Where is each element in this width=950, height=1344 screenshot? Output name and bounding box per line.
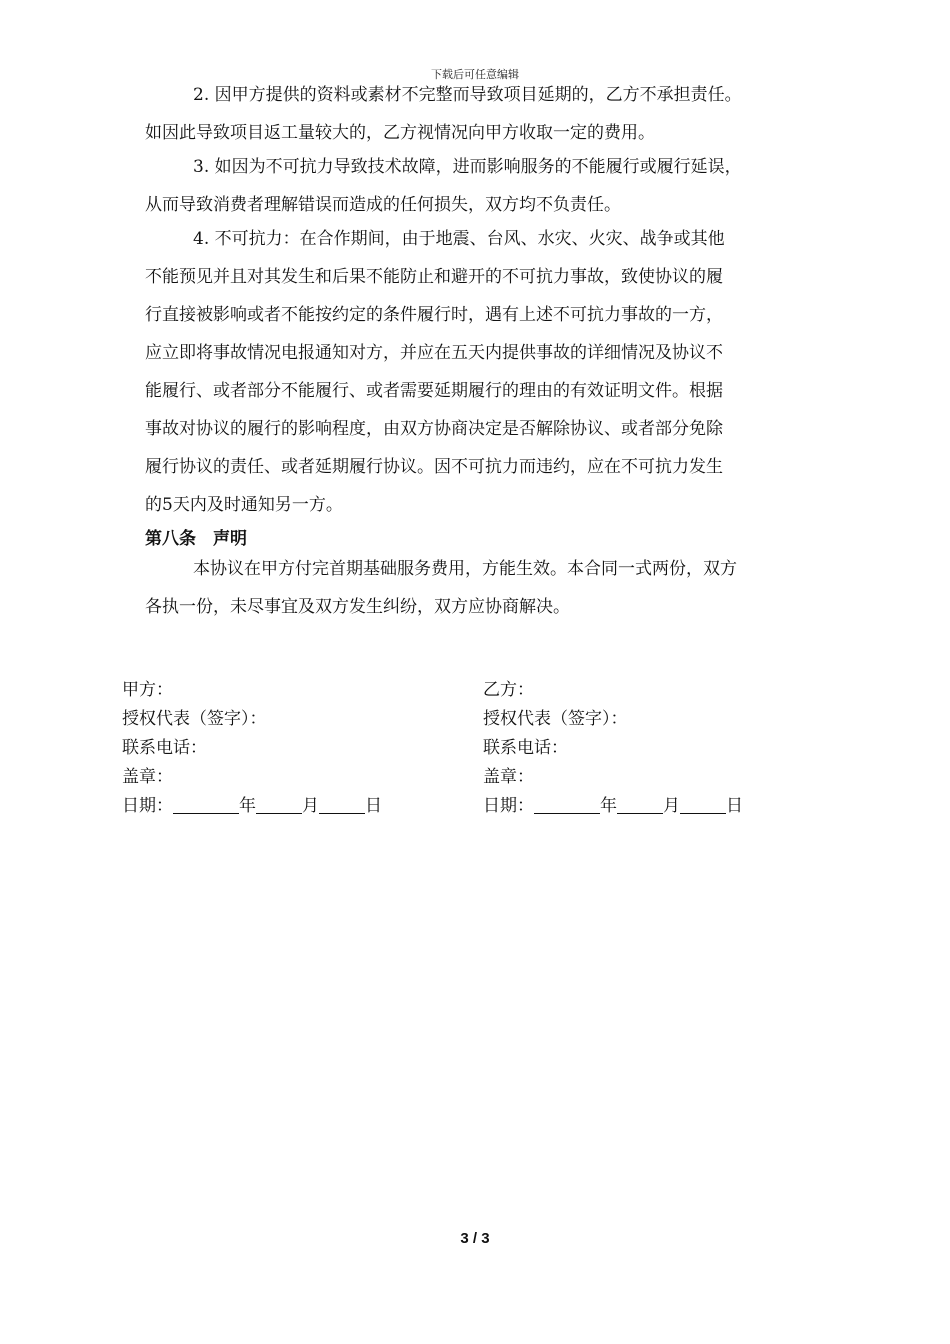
party-b-rep-label: 授权代表（签字）： [483, 709, 628, 729]
section-8-line: 各执一份，未尽事宜及双方发生纠纷，双方应协商解决。 [145, 597, 570, 617]
clause-2 [145, 76, 825, 152]
clause-line: 从而导致消费者理解错误而造成的任何损失，双方均不负责任。 [145, 195, 621, 215]
month-label: 月 [663, 796, 680, 816]
party-a-seal-label: 盖章： [122, 767, 173, 787]
month-label: 月 [302, 796, 319, 816]
header-note: 下载后可任意编辑 [431, 68, 519, 81]
clause-line: 2. 因甲方提供的资料或素材不完整而导致项目延期的，乙方不承担责任。 [193, 85, 742, 105]
party-a-date-line [122, 792, 382, 821]
clause-line: 事故对协议的履行的影响程度，由双方协商决定是否解除协议、或者部分免除 [145, 419, 723, 439]
clause-line: 不能预见并且对其发生和后果不能防止和避开的不可抗力事故，致使协议的履 [145, 267, 723, 287]
year-blank[interactable] [534, 795, 600, 814]
section-8-heading: 第八条 声明 [145, 529, 247, 549]
clause-3 [145, 148, 825, 224]
clause-line: 应立即将事故情况电报通知对方，并应在五天内提供事故的详细情况及协议不 [145, 343, 723, 363]
clause-4 [145, 220, 825, 524]
party-b-seal-label: 盖章： [483, 767, 534, 787]
clause-line: 的5天内及时通知另一方。 [145, 495, 343, 515]
party-b-signature-block [483, 676, 743, 821]
clause-line: 4. 不可抗力：在合作期间，由于地震、台风、水灾、火灾、战争或其他 [193, 229, 725, 249]
party-b-label: 乙方： [483, 680, 534, 700]
party-b-phone-label: 联系电话： [483, 738, 568, 758]
section-8-line: 本协议在甲方付完首期基础服务费用，方能生效。本合同一式两份，双方 [193, 559, 737, 579]
clause-line: 行直接被影响或者不能按约定的条件履行时，遇有上述不可抗力事故的一方， [145, 305, 723, 325]
party-a-label: 甲方： [122, 680, 173, 700]
section-8-body [145, 550, 825, 626]
party-a-rep-label: 授权代表（签字）： [122, 709, 267, 729]
date-label: 日期： [122, 796, 173, 816]
year-label: 年 [239, 796, 256, 816]
clause-line: 履行协议的责任、或者延期履行协议。因不可抗力而违约，应在不可抗力发生 [145, 457, 723, 477]
day-blank[interactable] [680, 795, 726, 814]
clause-line: 如因此导致项目返工量较大的，乙方视情况向甲方收取一定的费用。 [145, 123, 655, 143]
clause-line: 能履行、或者部分不能履行、或者需要延期履行的理由的有效证明文件。根据 [145, 381, 723, 401]
party-b-date-line [483, 792, 743, 821]
month-blank[interactable] [617, 795, 663, 814]
date-label: 日期： [483, 796, 534, 816]
day-blank[interactable] [319, 795, 365, 814]
month-blank[interactable] [256, 795, 302, 814]
year-blank[interactable] [173, 795, 239, 814]
day-label: 日 [726, 796, 743, 816]
party-a-signature-block [122, 676, 382, 821]
day-label: 日 [365, 796, 382, 816]
clause-line: 3. 如因为不可抗力导致技术故障，进而影响服务的不能履行或履行延误， [193, 157, 742, 177]
page-number: 3 / 3 [460, 1230, 490, 1247]
party-a-phone-label: 联系电话： [122, 738, 207, 758]
year-label: 年 [600, 796, 617, 816]
